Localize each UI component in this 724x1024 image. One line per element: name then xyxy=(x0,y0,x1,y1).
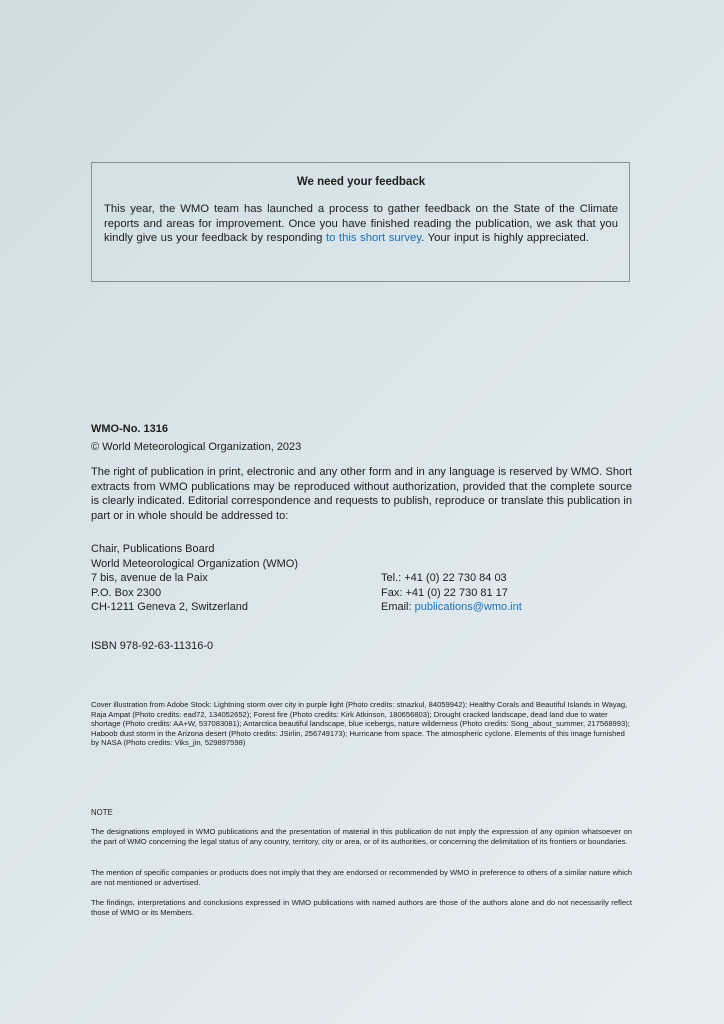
rights-statement: The right of publication in print, electronic and any other form and in any language is reserved by WMO. Short extracts from WMO publications may be reproduced without authorization, provided that the complete source is clearly indicated. Editorial correspondence and requests to publish, reproduce or translate this publication in part or in whole should be addressed to: xyxy=(91,466,632,522)
address-line: P.O. Box 2300 xyxy=(91,586,162,599)
feedback-text xyxy=(104,202,618,246)
email-link[interactable]: publications@wmo.int xyxy=(414,601,522,614)
feedback-text-before: This year, the WMO team has launched a process to gather feedback on the State of the Climate reports and areas for improvement. Once you have finished reading the publication, we ask that you kindly give us your feedback by responding xyxy=(104,203,618,245)
cover-credits: Cover illustration from Adobe Stock: Lightning storm over city in purple light (Photo credits: stnazkul, 84059942); Healthy Corals and Beautiful Islands in Wayag, Raja Ampat (Photo credits: ead72, 134052652); Forest fire (Photo credits: Kirk Atkinson, 180656803); Drought cracked landscape, dead land due to water shortage (Photo credits: AA+W, 537083081); Antarctica beautiful landscape, blue icebergs, nature wilderness (Photo credits: Song_about_summer, 217568993); Haboob dust storm in the Arizona desert (Photo credits: JSirlin, 256749173); Hurricane from space. The atmospheric cyclone. Elements of this image furnished by NASA (Photo credits: Viks_jin, 529897598) xyxy=(91,700,630,748)
note-paragraph: The findings, interpretations and conclusions expressed in WMO publications with named authors are those of the authors alone and do not necessarily reflect those of WMO or its Members. xyxy=(91,898,632,918)
postal-address xyxy=(91,542,298,615)
address-line: CH-1211 Geneva 2, Switzerland xyxy=(91,601,248,614)
telephone: Tel.: +41 (0) 22 730 84 03 xyxy=(381,572,507,584)
feedback-text-after: . Your input is highly appreciated. xyxy=(421,232,589,245)
note-paragraph: The mention of specific companies or products does not imply that they are endorsed or recommended by WMO in preference to others of a similar nature which are not mentioned or advertised. xyxy=(91,868,632,888)
address-line: World Meteorological Organization (WMO) xyxy=(91,557,299,570)
address-line: Chair, Publications Board xyxy=(91,543,215,555)
fax: Fax: +41 (0) 22 730 81 17 xyxy=(381,586,508,599)
address-line: 7 bis, avenue de la Paix xyxy=(91,572,208,585)
feedback-box xyxy=(91,162,630,282)
contact-info xyxy=(381,571,522,615)
feedback-title: We need your feedback xyxy=(296,176,426,188)
note-paragraph: The designations employed in WMO publications and the presentation of material in this publication do not imply the expression of any opinion whatsoever on the part of WMO concerning the legal status of any country, territory, city or area, or of its authorities, or concerning the delimitation of its frontiers or boundaries. xyxy=(91,827,632,847)
publication-number: WMO-No. 1316 xyxy=(91,423,169,435)
isbn: ISBN 978-92-63-11316-0 xyxy=(91,640,214,652)
note-heading: NOTE xyxy=(91,808,113,817)
email-line xyxy=(381,600,522,615)
email-label: Email: xyxy=(381,601,415,614)
copyright-notice: © World Meteorological Organization, 2023 xyxy=(91,441,302,453)
survey-link[interactable]: to this short survey xyxy=(325,232,422,245)
